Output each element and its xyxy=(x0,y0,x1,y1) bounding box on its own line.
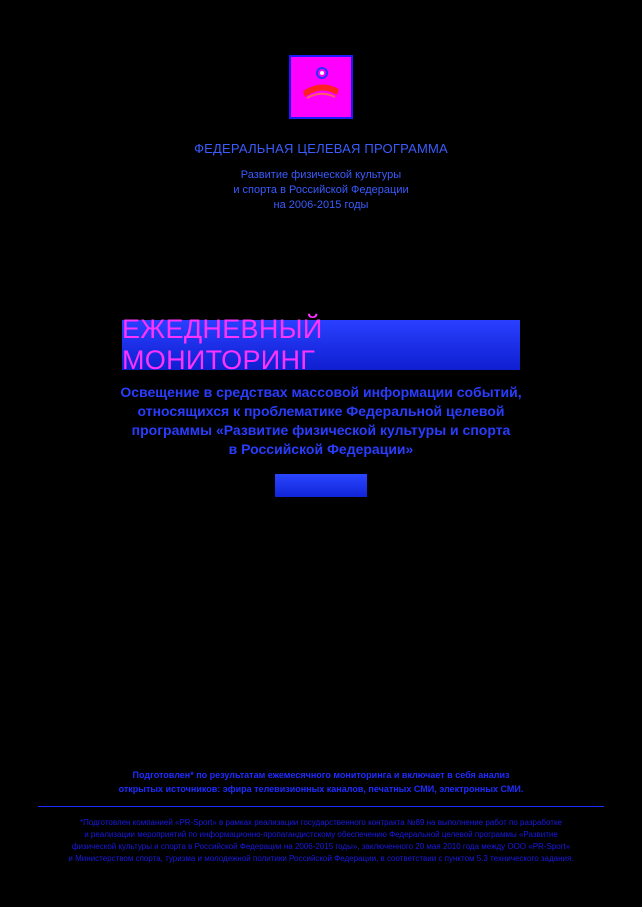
prepared-note-line: открытых источников: эфира телевизионных каналов, печатных СМИ, электронных СМИ. xyxy=(118,784,524,794)
program-emblem-icon xyxy=(291,57,351,117)
footnote xyxy=(30,817,612,865)
description-line: программы «Развитие физической культуры и спорта xyxy=(131,422,511,438)
footnote-line: и Министерством спорта, туризма и молодежной политики Российской Федерации, в соответствии с пунктом 5.3 технического задания. xyxy=(68,854,574,863)
program-subtitle-line: и спорта в Российской Федерации xyxy=(233,184,409,196)
program-title: ФЕДЕРАЛЬНАЯ ЦЕЛЕВАЯ ПРОГРАММА xyxy=(194,141,448,156)
date-box xyxy=(275,474,367,497)
program-subtitle-line: Развитие физической культуры xyxy=(240,169,402,181)
report-description xyxy=(100,383,542,459)
footnote-line: и реализации мероприятий по информационно-пропагандистскому обеспечению Федеральной целевой программы «Развитие xyxy=(84,830,558,839)
banner-title: ЕЖЕДНЕВНЫЙ МОНИТОРИНГ xyxy=(122,314,323,375)
description-line: в Российской Федерации» xyxy=(228,441,414,457)
footnote-divider xyxy=(38,806,604,807)
monitoring-banner xyxy=(122,314,520,375)
description-line: относящихся к проблематике Федеральной целевой xyxy=(137,403,505,419)
footnote-line: *Подготовлен компанией «PR-Sport» в рамках реализации государственного контракта №89 на выполнение работ по разработке xyxy=(80,818,562,827)
program-logo xyxy=(289,55,353,119)
program-subtitle xyxy=(0,168,642,213)
prepared-note-line: Подготовлен* по результатам ежемесячного мониторинга и включает в себя анализ xyxy=(132,770,510,780)
program-subtitle-line: на 2006-2015 годы xyxy=(273,199,369,211)
prepared-note xyxy=(0,768,642,796)
description-line: Освещение в средствах массовой информации событий, xyxy=(120,384,522,400)
footnote-line: физической культуры и спорта в Российской Федерации на 2006-2015 годы», заключенного 20 мая 2010 года между ООО «PR-Sport» xyxy=(71,842,571,851)
